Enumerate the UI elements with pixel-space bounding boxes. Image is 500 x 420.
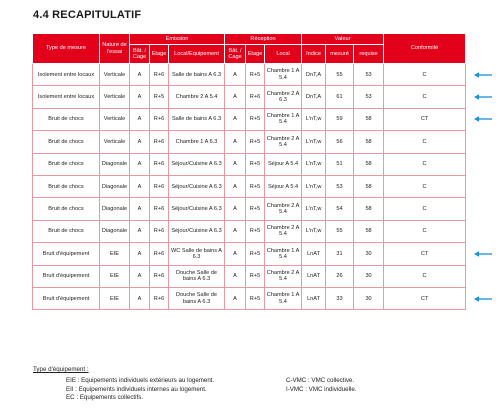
header-type-mesure: Type de mesure bbox=[33, 34, 100, 64]
cell-conformite: CT bbox=[384, 243, 466, 265]
legend-item: EII : Equipements individuels internes au logement. bbox=[66, 385, 207, 393]
legend-right bbox=[286, 377, 357, 394]
header-reception: Réception bbox=[225, 34, 302, 45]
cell-reception-etage: R+5 bbox=[246, 198, 265, 220]
cell-emission-local: Salle de bains A 6.3 bbox=[169, 108, 225, 130]
cell-requise: 30 bbox=[354, 287, 384, 309]
recap-table-body bbox=[33, 64, 466, 310]
cell-reception-etage: R+6 bbox=[246, 86, 265, 108]
cell-emission-bat: A bbox=[130, 198, 150, 220]
cell-type-mesure: Bruit de chocs bbox=[33, 220, 100, 242]
cell-indice: L'nT,w bbox=[302, 131, 326, 153]
cell-emission-bat: A bbox=[130, 265, 150, 287]
cell-emission-etage: R+6 bbox=[150, 175, 169, 197]
cell-nature: EIE bbox=[100, 287, 130, 309]
arrow-left-icon bbox=[474, 94, 492, 97]
arrow-left-icon bbox=[474, 72, 492, 75]
cell-emission-etage: R+6 bbox=[150, 243, 169, 265]
table-row bbox=[33, 64, 466, 86]
header-emission-bat: Bât. / Cage bbox=[130, 45, 150, 64]
cell-emission-bat: A bbox=[130, 64, 150, 86]
cell-emission-local: Chambre 2 A 5.4 bbox=[169, 86, 225, 108]
cell-mesure: 26 bbox=[326, 265, 354, 287]
header-mesure: mesuré bbox=[326, 45, 354, 64]
header-reception-etage: Etage bbox=[246, 45, 265, 64]
cell-mesure: 55 bbox=[326, 220, 354, 242]
cell-emission-etage: R+6 bbox=[150, 220, 169, 242]
cell-reception-etage: R+5 bbox=[246, 175, 265, 197]
cell-conformite: C bbox=[384, 86, 466, 108]
cell-reception-etage: R+5 bbox=[246, 131, 265, 153]
cell-mesure: 31 bbox=[326, 243, 354, 265]
table-row bbox=[33, 287, 466, 309]
table-row bbox=[33, 198, 466, 220]
cell-mesure: 56 bbox=[326, 131, 354, 153]
cell-nature: Verticale bbox=[100, 64, 130, 86]
cell-nature: Verticale bbox=[100, 86, 130, 108]
cell-mesure: 33 bbox=[326, 287, 354, 309]
cell-requise: 58 bbox=[354, 153, 384, 175]
cell-nature: Verticale bbox=[100, 131, 130, 153]
cell-type-mesure: Bruit de chocs bbox=[33, 108, 100, 130]
cell-emission-local: Séjour/Cuisine A 6.3 bbox=[169, 198, 225, 220]
cell-indice: L'nT,w bbox=[302, 198, 326, 220]
table-row bbox=[33, 108, 466, 130]
cell-emission-bat: A bbox=[130, 131, 150, 153]
cell-type-mesure: Bruit d'équipement bbox=[33, 265, 100, 287]
cell-indice: DnT,A bbox=[302, 64, 326, 86]
cell-reception-etage: R+5 bbox=[246, 243, 265, 265]
cell-requise: 53 bbox=[354, 64, 384, 86]
cell-conformite: C bbox=[384, 265, 466, 287]
table-row bbox=[33, 175, 466, 197]
legend-item: C-VMC : VMC collective. bbox=[286, 377, 355, 384]
cell-reception-bat: A bbox=[225, 220, 246, 242]
cell-mesure: 59 bbox=[326, 108, 354, 130]
cell-reception-bat: A bbox=[225, 108, 246, 130]
cell-conformite: C bbox=[384, 198, 466, 220]
cell-emission-local: Séjour/Cuisine A 6.3 bbox=[169, 153, 225, 175]
cell-reception-etage: R+5 bbox=[246, 64, 265, 86]
cell-emission-etage: R+6 bbox=[150, 131, 169, 153]
cell-nature: Diagonale bbox=[100, 198, 130, 220]
header-emission-local: Local/Equipement bbox=[169, 45, 225, 64]
cell-nature: Diagonale bbox=[100, 175, 130, 197]
cell-reception-local: Chambre 2 A 5.4 bbox=[265, 198, 302, 220]
cell-requise: 30 bbox=[354, 243, 384, 265]
cell-reception-local: Chambre 2 A 5.4 bbox=[265, 131, 302, 153]
legend-title: Type d'équipement : bbox=[33, 366, 89, 373]
cell-reception-etage: R+5 bbox=[246, 220, 265, 242]
table-row bbox=[33, 131, 466, 153]
header-indice: Indice bbox=[302, 45, 326, 64]
cell-emission-bat: A bbox=[130, 287, 150, 309]
cell-mesure: 61 bbox=[326, 86, 354, 108]
cell-requise: 58 bbox=[354, 220, 384, 242]
cell-reception-etage: R+5 bbox=[246, 108, 265, 130]
header-reception-bat: Bât. / Cage bbox=[225, 45, 246, 64]
cell-nature: EIE bbox=[100, 265, 130, 287]
cell-emission-etage: R+6 bbox=[150, 153, 169, 175]
cell-reception-bat: A bbox=[225, 131, 246, 153]
table-row bbox=[33, 243, 466, 265]
cell-conformite: C bbox=[384, 64, 466, 86]
cell-indice: LnAT bbox=[302, 243, 326, 265]
table-row bbox=[33, 153, 466, 175]
cell-requise: 58 bbox=[354, 198, 384, 220]
cell-emission-bat: A bbox=[130, 220, 150, 242]
cell-emission-bat: A bbox=[130, 243, 150, 265]
cell-reception-bat: A bbox=[225, 243, 246, 265]
cell-emission-etage: R+6 bbox=[150, 287, 169, 309]
cell-type-mesure: Bruit d'équipement bbox=[33, 243, 100, 265]
header-emission: Emission bbox=[130, 34, 225, 45]
cell-type-mesure: Bruit de chocs bbox=[33, 175, 100, 197]
cell-conformite: C bbox=[384, 220, 466, 242]
cell-reception-local: Chambre 2 A 5.4 bbox=[265, 265, 302, 287]
cell-type-mesure: Isolement entre locaux bbox=[33, 86, 100, 108]
cell-mesure: 55 bbox=[326, 64, 354, 86]
cell-type-mesure: Isolement entre locaux bbox=[33, 64, 100, 86]
cell-reception-bat: A bbox=[225, 153, 246, 175]
arrow-left-icon bbox=[474, 296, 492, 299]
cell-indice: L'nT,w bbox=[302, 108, 326, 130]
cell-requise: 30 bbox=[354, 265, 384, 287]
cell-emission-local: Douche Salle de bains A 6.3 bbox=[169, 287, 225, 309]
legend-item: I-VMC : VMC individuelle. bbox=[286, 385, 357, 393]
cell-nature: Verticale bbox=[100, 108, 130, 130]
cell-emission-etage: R+6 bbox=[150, 108, 169, 130]
cell-mesure: 53 bbox=[326, 175, 354, 197]
cell-reception-local: Chambre 1 A 5.4 bbox=[265, 287, 302, 309]
header-emission-etage: Etage bbox=[150, 45, 169, 64]
cell-reception-local: Chambre 1 A 5.4 bbox=[265, 243, 302, 265]
header-nature: Nature de l'essai bbox=[100, 34, 130, 64]
cell-indice: L'nT,w bbox=[302, 175, 326, 197]
header-reception-local: Local bbox=[265, 45, 302, 64]
cell-reception-local: Chambre 1 A 5.4 bbox=[265, 64, 302, 86]
cell-reception-local: Chambre 2 A 5.4 bbox=[265, 220, 302, 242]
table-row bbox=[33, 265, 466, 287]
cell-conformite: C bbox=[384, 153, 466, 175]
cell-type-mesure: Bruit de chocs bbox=[33, 153, 100, 175]
table-row bbox=[33, 86, 466, 108]
cell-emission-bat: A bbox=[130, 86, 150, 108]
cell-type-mesure: Bruit d'équipement bbox=[33, 287, 100, 309]
cell-reception-local: Séjour A 5.4 bbox=[265, 175, 302, 197]
recap-table bbox=[32, 33, 466, 310]
cell-indice: LnAT bbox=[302, 287, 326, 309]
cell-nature: EIE bbox=[100, 243, 130, 265]
cell-reception-etage: R+5 bbox=[246, 287, 265, 309]
cell-requise: 58 bbox=[354, 175, 384, 197]
cell-emission-bat: A bbox=[130, 153, 150, 175]
cell-reception-bat: A bbox=[225, 287, 246, 309]
cell-emission-etage: R+6 bbox=[150, 265, 169, 287]
legend-item: EIE : Equipements individuels extérieurs au logement. bbox=[66, 377, 215, 384]
cell-emission-local: Séjour/Cuisine A 6.3 bbox=[169, 220, 225, 242]
cell-reception-bat: A bbox=[225, 175, 246, 197]
cell-reception-bat: A bbox=[225, 86, 246, 108]
cell-reception-etage: R+5 bbox=[246, 153, 265, 175]
cell-conformite: C bbox=[384, 131, 466, 153]
cell-nature: Diagonale bbox=[100, 220, 130, 242]
cell-emission-etage: R+6 bbox=[150, 198, 169, 220]
cell-emission-local: Séjour/Cuisine A 6.3 bbox=[169, 175, 225, 197]
cell-type-mesure: Bruit de chocs bbox=[33, 198, 100, 220]
cell-emission-local: Salle de bains A 6.3 bbox=[169, 64, 225, 86]
cell-requise: 58 bbox=[354, 108, 384, 130]
header-valeur: Valeur bbox=[302, 34, 384, 45]
cell-emission-local: WC Salle de bains A 6.3 bbox=[169, 243, 225, 265]
cell-reception-bat: A bbox=[225, 265, 246, 287]
cell-emission-etage: R+6 bbox=[150, 64, 169, 86]
legend-left bbox=[66, 377, 214, 403]
table-row bbox=[33, 220, 466, 242]
cell-requise: 58 bbox=[354, 131, 384, 153]
header-requise: requise bbox=[354, 45, 384, 64]
cell-indice: DnT,A bbox=[302, 86, 326, 108]
cell-indice: L'nT,w bbox=[302, 220, 326, 242]
header-conformite: Conformité bbox=[384, 34, 466, 64]
cell-reception-etage: R+5 bbox=[246, 265, 265, 287]
arrow-left-icon bbox=[474, 251, 492, 254]
cell-mesure: 54 bbox=[326, 198, 354, 220]
cell-reception-bat: A bbox=[225, 64, 246, 86]
cell-emission-local: Douche Salle de bains A 6.3 bbox=[169, 265, 225, 287]
cell-reception-bat: A bbox=[225, 198, 246, 220]
cell-type-mesure: Bruit de chocs bbox=[33, 131, 100, 153]
cell-conformite: CT bbox=[384, 287, 466, 309]
cell-reception-local: Chambre 2 A 6.3 bbox=[265, 86, 302, 108]
cell-reception-local: Séjour A 5.4 bbox=[265, 153, 302, 175]
cell-emission-bat: A bbox=[130, 175, 150, 197]
cell-requise: 53 bbox=[354, 86, 384, 108]
page-title: 4.4 RECAPITULATIF bbox=[33, 9, 142, 21]
cell-conformite: CT bbox=[384, 108, 466, 130]
cell-emission-etage: R+5 bbox=[150, 86, 169, 108]
cell-emission-bat: A bbox=[130, 108, 150, 130]
cell-reception-local: Chambre 1 A 5.4 bbox=[265, 108, 302, 130]
cell-emission-local: Chambre 1 A 6.3 bbox=[169, 131, 225, 153]
cell-indice: L'nT,w bbox=[302, 153, 326, 175]
cell-indice: LnAT bbox=[302, 265, 326, 287]
cell-nature: Diagonale bbox=[100, 153, 130, 175]
arrow-left-icon bbox=[474, 116, 492, 119]
legend-item: EC : Equipements collectifs. bbox=[66, 394, 144, 402]
cell-mesure: 51 bbox=[326, 153, 354, 175]
cell-conformite: C bbox=[384, 175, 466, 197]
